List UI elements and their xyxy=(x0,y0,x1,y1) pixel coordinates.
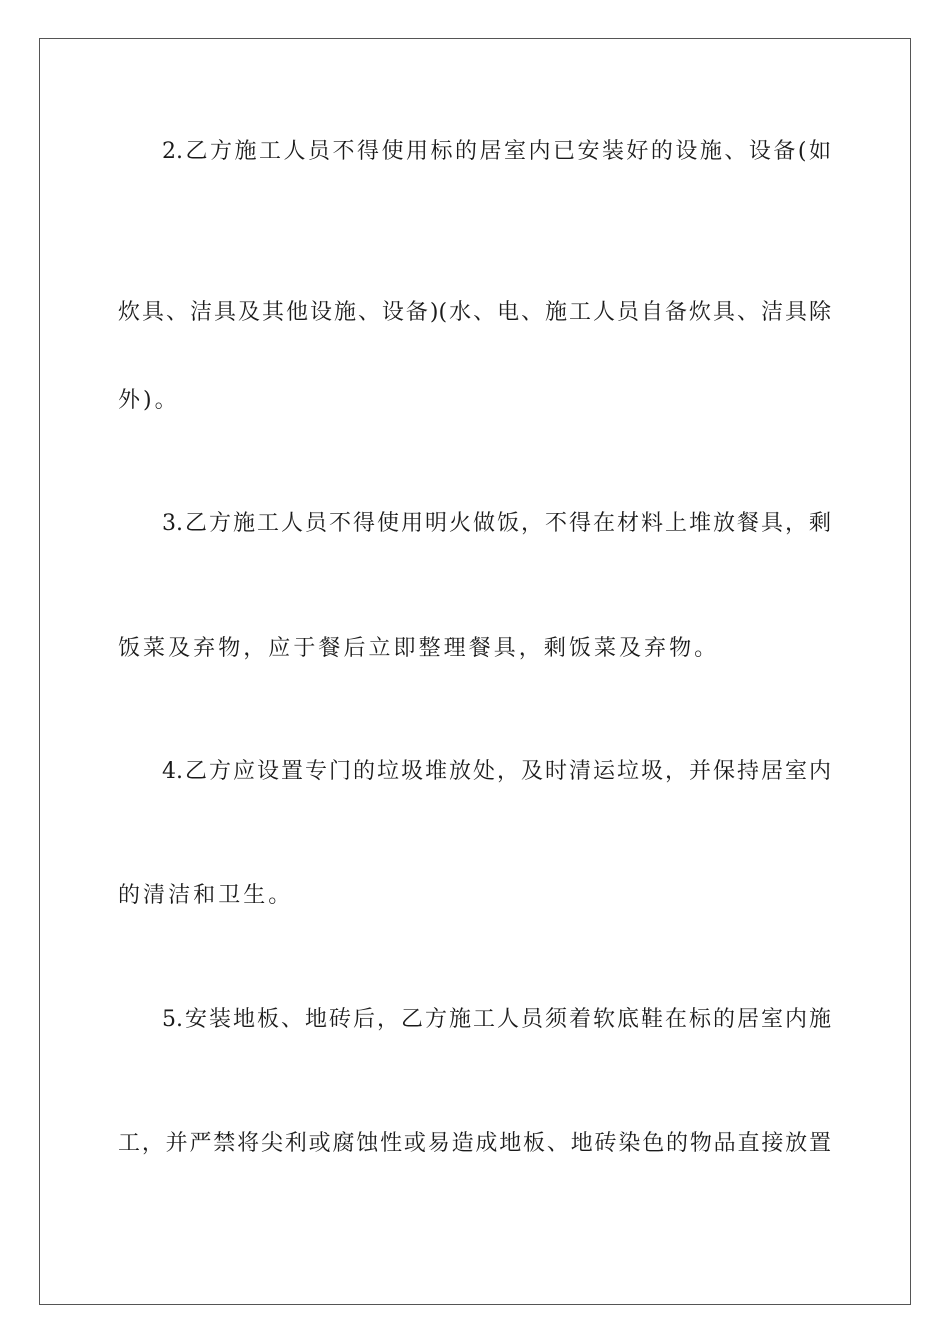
paragraph-2-line-2: 炊具、洁具及其他设施、设备)(水、电、施工人员自备炊具、洁具除 xyxy=(118,300,831,325)
paragraph-3-line-2: 饭菜及弃物，应于餐后立即整理餐具，剩饭菜及弃物。 xyxy=(118,636,720,661)
paragraph-4-line-1: 4.乙方应设置专门的垃圾堆放处，及时清运垃圾，并保持居室内 xyxy=(162,759,831,784)
paragraph-2-line-3: 外)。 xyxy=(118,388,180,413)
document-page xyxy=(39,38,911,1305)
paragraph-2-line-1: 2.乙方施工人员不得使用标的居室内已安装好的设施、设备(如 xyxy=(162,139,831,164)
paragraph-3-line-1: 3.乙方施工人员不得使用明火做饭，不得在材料上堆放餐具，剩 xyxy=(162,511,831,536)
paragraph-5-line-2: 工，并严禁将尖利或腐蚀性或易造成地板、地砖染色的物品直接放置 xyxy=(118,1131,831,1156)
paragraph-5-line-1: 5.安装地板、地砖后，乙方施工人员须着软底鞋在标的居室内施 xyxy=(162,1007,831,1032)
paragraph-4-line-2: 的清洁和卫生。 xyxy=(118,883,294,908)
